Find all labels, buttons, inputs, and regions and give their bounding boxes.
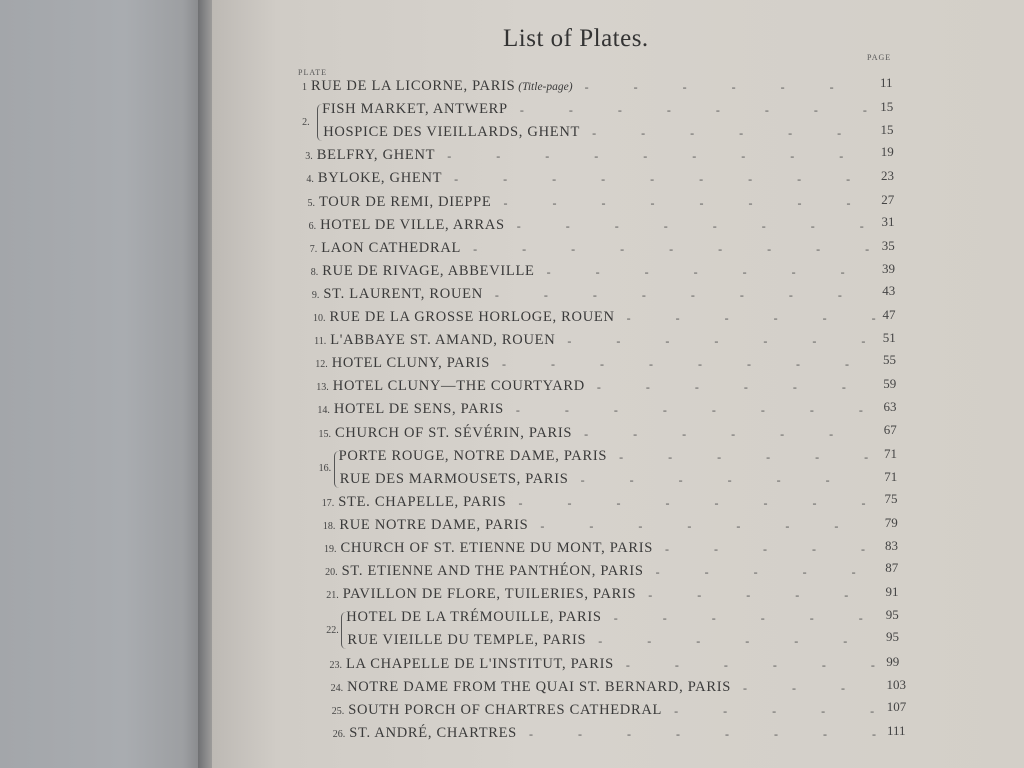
plate-entry	[309, 217, 505, 237]
page-number: 111	[887, 722, 906, 738]
page-number: 99	[886, 653, 900, 669]
page-number: 103	[886, 676, 906, 692]
plate-entry	[323, 517, 529, 537]
plate-entry	[330, 656, 614, 676]
plate-number: 7.	[309, 243, 318, 255]
page-number: 43	[882, 282, 896, 298]
plate-title: CHURCH OF ST. ETIENNE DU MONT, PARIS	[340, 540, 654, 556]
plate-title: PORTE ROUGE, NOTRE DAME, PARIS	[338, 447, 608, 464]
plate-number: 22.	[326, 624, 339, 636]
plate-column-header: PLATE	[298, 68, 327, 77]
page-number: 83	[885, 538, 898, 553]
plate-number: 2.	[302, 116, 310, 128]
plate-title: L'ABBAYE ST. AMAND, ROUEN	[330, 332, 556, 349]
page-number: 39	[882, 260, 895, 276]
plate-number: 18.	[322, 520, 336, 532]
page-number: 55	[883, 352, 896, 368]
plate-title: STE. CHAPELLE, PARIS	[338, 493, 507, 510]
plate-number: 23.	[329, 659, 342, 671]
plate-number: 1	[302, 82, 307, 93]
plate-number: 6.	[308, 220, 317, 232]
plate-title: ST. LAURENT, ROUEN	[323, 285, 483, 302]
page-column-header: PAGE	[867, 53, 892, 62]
plate-entry	[308, 194, 492, 214]
plate-number: 25.	[331, 705, 345, 717]
page-number: 11	[880, 75, 893, 90]
page-number: 91	[885, 584, 899, 600]
plate-entry	[339, 448, 608, 468]
page-number: 79	[884, 514, 898, 530]
plate-number: 11.	[314, 336, 327, 348]
plate-number: 16.	[318, 463, 332, 475]
plate-title: ST. ETIENNE AND THE PANTHÉON, PARIS	[341, 563, 644, 580]
page-number: 35	[881, 237, 895, 253]
plate-entry	[333, 725, 517, 745]
plate-number: 12.	[315, 359, 328, 371]
plate-number: 15.	[318, 428, 331, 440]
left-book-page	[0, 0, 208, 768]
plate-title: RUE DE RIVAGE, ABBEVILLE	[322, 262, 535, 279]
plate-title: TOUR DE REMI, DIEPPE	[319, 193, 492, 210]
plate-entry	[332, 702, 662, 722]
plate-title: LA CHAPELLE DE L'INSTITUT, PARIS	[346, 655, 614, 672]
page-number: 71	[884, 445, 897, 461]
page-number: 15	[880, 122, 894, 138]
plate-entry	[313, 309, 615, 329]
plate-entry	[322, 494, 507, 514]
page-number: 15	[880, 99, 894, 115]
page-number: 75	[884, 490, 898, 506]
page-number: 47	[882, 307, 896, 322]
page-number: 27	[881, 191, 895, 207]
page-title: List of Plates.	[503, 25, 649, 52]
page-number: 63	[883, 399, 897, 415]
plate-title: LAON CATHEDRAL	[321, 239, 462, 256]
plate-title: HOTEL DE SENS, PARIS	[333, 401, 504, 418]
plate-title: CHURCH OF ST. SÉVÉRIN, PARIS	[335, 424, 573, 441]
page-number: 95	[886, 629, 899, 645]
plate-entry	[331, 679, 731, 699]
plate-entry	[310, 240, 461, 260]
plate-entry	[347, 632, 586, 652]
plate-entry	[316, 378, 585, 398]
plate-title: RUE VIEILLE DU TEMPLE, PARIS	[347, 632, 587, 649]
page-number: 87	[885, 560, 899, 576]
plate-title: PAVILLON DE FLORE, TUILERIES, PARIS	[342, 586, 637, 603]
plate-number: 20.	[325, 567, 338, 579]
plate-title: SOUTH PORCH OF CHARTRES CATHEDRAL	[348, 701, 663, 718]
page-number: 95	[885, 607, 899, 623]
plate-number: 8.	[310, 266, 319, 278]
plate-number: 3.	[305, 151, 313, 163]
plate-number: 26.	[332, 728, 346, 740]
plate-title: RUE NOTRE DAME, PARIS	[339, 516, 529, 533]
plate-title: HOTEL DE VILLE, ARRAS	[320, 216, 505, 233]
plate-number: 4.	[306, 174, 314, 186]
plate-entry	[346, 609, 601, 629]
plate-entry	[311, 263, 535, 283]
plate-entry	[317, 401, 504, 421]
plate-entry	[340, 471, 569, 491]
plate-number: 24.	[330, 682, 344, 694]
plate-entry	[325, 563, 644, 583]
plate-title: HOSPICE DES VIEILLARDS, GHENT	[323, 124, 581, 141]
plate-title: RUE DE LA GROSSE HORLOGE, ROUEN	[329, 309, 615, 325]
plate-title: RUE DES MARMOUSETS, PARIS	[339, 470, 569, 487]
plate-title: RUE DE LA LICORNE, PARIS	[311, 78, 516, 94]
plate-note: (Title-page)	[515, 81, 573, 93]
plate-number: 10.	[313, 313, 326, 324]
plate-entry	[322, 101, 508, 121]
plate-title: BELFRY, GHENT	[316, 147, 436, 164]
plate-number: 21.	[326, 590, 339, 602]
plate-number: 14.	[317, 405, 330, 417]
plate-entry	[319, 425, 573, 445]
plate-entry	[305, 147, 435, 167]
plate-title: HOTEL CLUNY, PARIS	[331, 355, 490, 372]
page-number: 31	[881, 213, 895, 229]
plate-title: ST. ANDRÉ, CHARTRES	[349, 724, 517, 741]
plate-entry	[306, 170, 442, 190]
page-number: 107	[886, 698, 907, 714]
plate-entry	[302, 78, 573, 98]
page-number: 67	[883, 421, 897, 437]
plate-entry	[323, 124, 580, 144]
plate-entry	[326, 586, 636, 606]
page-number: 59	[883, 376, 897, 392]
page-number: 19	[880, 144, 894, 160]
plate-number: 17.	[321, 497, 335, 509]
plate-title: HOTEL DE LA TRÉMOUILLE, PARIS	[346, 609, 602, 626]
plate-entry	[314, 332, 555, 352]
plate-title: NOTRE DAME FROM THE QUAI ST. BERNARD, PARIS	[347, 678, 732, 695]
plate-number: 19.	[324, 544, 337, 555]
plate-entry	[324, 540, 653, 560]
plate-title: FISH MARKET, ANTWERP	[322, 101, 508, 118]
plate-title: HOTEL CLUNY—THE COURTYARD	[332, 378, 585, 395]
plate-number: 9.	[311, 289, 320, 301]
plate-entry	[312, 286, 483, 306]
plate-number: 13.	[316, 382, 329, 394]
plate-entry	[315, 355, 490, 375]
page-number: 71	[884, 468, 898, 484]
page-number: 23	[881, 168, 894, 184]
page-number: 51	[882, 330, 896, 346]
plate-number: 5.	[307, 197, 315, 209]
plate-title: BYLOKE, GHENT	[317, 170, 443, 187]
